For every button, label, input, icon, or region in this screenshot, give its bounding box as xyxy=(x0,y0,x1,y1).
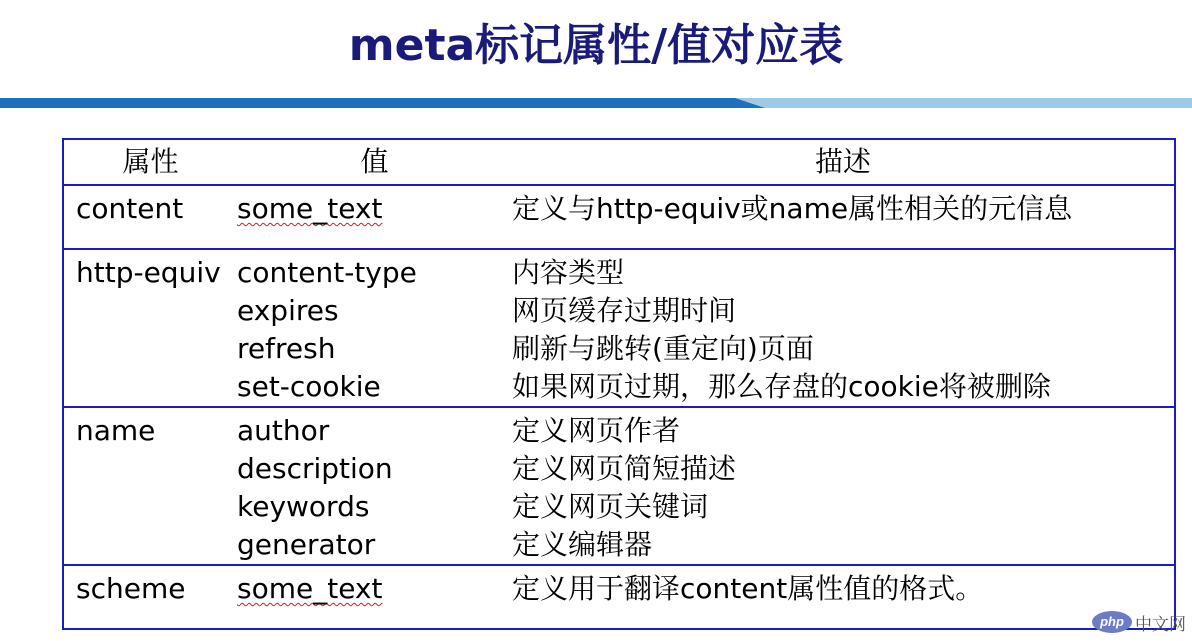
description-item: 定义用于翻译content属性值的格式。 xyxy=(512,572,984,605)
table-row-content xyxy=(63,185,1175,249)
description-item: 定义与http-equiv或name属性相关的元信息 xyxy=(512,192,1073,225)
attribute-cell: scheme xyxy=(63,565,237,629)
value-item: expires xyxy=(237,294,339,327)
description-item: 如果网页过期，那么存盘的cookie将被删除 xyxy=(512,370,1051,403)
value-item: author xyxy=(237,414,330,447)
attribute-cell: http-equiv xyxy=(63,249,237,407)
title-divider-dark xyxy=(0,98,765,108)
value-item: refresh xyxy=(237,332,336,365)
attribute-cell: name xyxy=(63,407,237,565)
description-item: 内容类型 xyxy=(512,256,625,289)
php-logo-icon: php xyxy=(1092,611,1132,633)
description-cell xyxy=(512,249,1175,407)
description-item: 网页缓存过期时间 xyxy=(512,294,737,327)
title-divider-bar xyxy=(0,98,1192,108)
value-item: set-cookie xyxy=(237,370,381,403)
site-watermark xyxy=(1092,607,1186,637)
value-item: generator xyxy=(237,528,376,561)
description-item: 定义编辑器 xyxy=(512,528,653,561)
header-value: 值 xyxy=(237,139,512,185)
watermark-text: 中文网 xyxy=(1135,614,1186,635)
header-description: 描述 xyxy=(512,139,1175,185)
table-row-name xyxy=(63,407,1175,565)
attribute-cell: content xyxy=(63,185,237,249)
description-item: 定义网页关键词 xyxy=(512,490,709,523)
description-cell xyxy=(512,565,1175,629)
description-item: 刷新与跳转(重定向)页面 xyxy=(512,332,814,365)
value-item: some_text xyxy=(237,572,383,605)
table-row-http-equiv xyxy=(63,249,1175,407)
description-cell xyxy=(512,407,1175,565)
value-cell xyxy=(237,565,512,629)
value-cell xyxy=(237,249,512,407)
value-cell xyxy=(237,185,512,249)
value-item: content-type xyxy=(237,256,417,289)
header-attribute: 属性 xyxy=(63,139,237,185)
description-item: 定义网页作者 xyxy=(512,414,681,447)
table-header-row xyxy=(63,139,1175,185)
description-item: 定义网页简短描述 xyxy=(512,452,737,485)
table-row-scheme xyxy=(63,565,1175,629)
description-cell xyxy=(512,185,1175,249)
meta-attribute-table xyxy=(62,138,1176,630)
value-cell xyxy=(237,407,512,565)
value-item: keywords xyxy=(237,490,370,523)
value-item: some_text xyxy=(237,192,383,225)
value-item: description xyxy=(237,452,393,485)
slide-title: meta标记属性/值对应表 xyxy=(348,20,844,71)
